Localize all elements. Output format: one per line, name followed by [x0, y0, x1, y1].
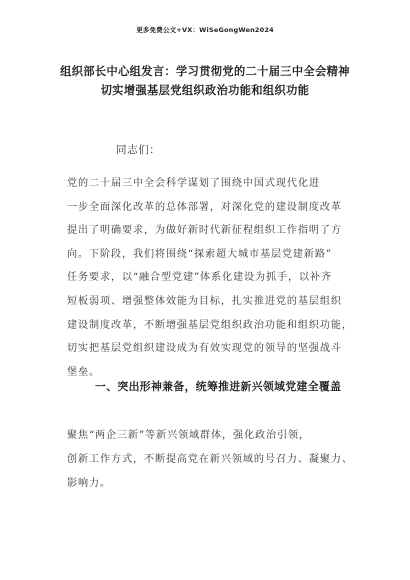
paragraph-2-line: 影响力。 [67, 478, 111, 489]
salutation: 同志们： [116, 144, 161, 156]
paragraph-1-line: 向。下阶段，我们将围绕“探索超大城市基层党建新路” [67, 248, 332, 260]
paragraph-1-line: 切实把基层党组织建设成为有效实现党的领导的坚强战斗 [67, 343, 342, 355]
paragraph-1-line: 任务要求，以“融合型党建”体系化建设为抓手，以补齐 [67, 272, 332, 284]
document-title-line-2: 切实增强基层党组织政治功能和组织功能 [100, 84, 310, 97]
paragraph-1-line: 短板弱项、增强整体效能为目标，扎实推进党的基层组织 [67, 296, 342, 307]
paragraph-2-line: 聚焦“两企三新”等新兴领域群体，强化政治引领， [67, 430, 310, 441]
paragraph-1-line: 党的二十届三中全会科学谋划了围绕中国式现代化进 [67, 178, 320, 189]
paragraph-1-line: 建设制度改革，不断增强基层党组织政治功能和组织功能， [67, 319, 353, 331]
paragraph-1-line: 堡垒。 [67, 366, 100, 378]
section-heading-1: 一、突出形神兼备，统筹推进新兴领域党建全覆盖 [95, 380, 342, 393]
paragraph-2-line: 创新工作方式，不断提高党在新兴领域的号召力、凝聚力、 [67, 454, 353, 465]
paragraph-1-line: 一步全面深化改革的总体部署，对深化党的建设制度改革 [67, 201, 342, 213]
paragraph-1-line: 提出了明确要求，为做好新时代新征程组织工作指明了方 [67, 225, 342, 237]
document-title-line-1: 组织部长中心组发言：学习贯彻党的二十届三中全会精神 [60, 65, 350, 78]
header-note: 更多免费公文+VX：WiSeGongWen2024 [136, 26, 274, 34]
